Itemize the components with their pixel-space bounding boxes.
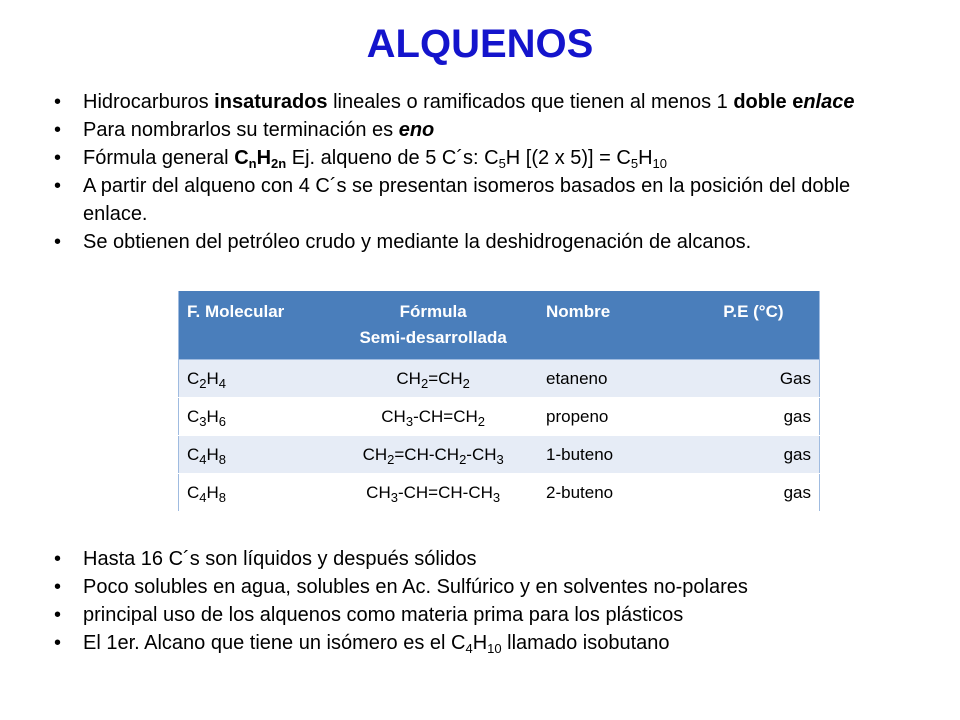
cell-molecular: $C_3H_6$ <box>179 398 329 436</box>
cell-boiling-point: gas <box>688 398 820 436</box>
bullet-item: • principal uso de los alquenos como materia prima para los plásticos <box>54 601 904 629</box>
cell-molecular: $C_4H_8$ <box>179 436 329 474</box>
bullet-item: • Fórmula general $C_nH_{2n}$ Ej. alqueno de 5 C´s: $C_5H$ [(2 x $5)] = C_5H_{10}$ <box>54 144 904 172</box>
table-row <box>179 360 820 398</box>
bullet-marker: • <box>54 548 62 570</box>
bullet-marker: • <box>54 231 62 253</box>
bullet-marker: • <box>54 175 62 197</box>
header-molecular: F. Molecular <box>179 291 329 360</box>
table-row <box>179 474 820 512</box>
cell-boiling-point: Gas <box>688 360 820 398</box>
facts-bullet-list <box>54 545 904 657</box>
header-formula: Fórmula Semi-desarrollada <box>328 291 538 360</box>
slide-title: ALQUENOS <box>366 22 594 66</box>
table-row <box>179 436 820 474</box>
cell-formula: $CH_2=CH_2$ <box>328 360 538 398</box>
bullet-item: • Para nombrarlos su terminación es eno <box>54 116 904 144</box>
bullet-marker: • <box>54 91 62 113</box>
cell-formula: $CH_3-CH=CH_2$ <box>328 398 538 436</box>
bullet-marker: • <box>54 604 62 626</box>
bullet-marker: • <box>54 147 62 169</box>
cell-formula: $CH_2=CH-CH_2-CH_3$ <box>328 436 538 474</box>
bullet-item: • Poco solubles en agua, solubles en Ac. Sulfúrico y en solventes no-polares <box>54 573 904 601</box>
bullet-item: • Se obtienen del petróleo crudo y mediante la deshidrogenación de alcanos. <box>54 228 904 256</box>
header-name: Nombre <box>538 291 688 360</box>
cell-formula: $CH_3-CH=CH-CH_3$ <box>328 474 538 512</box>
bullet-item: • Hidrocarburos insaturados lineales o ramificados que tienen al menos 1 doble enlace <box>54 88 904 116</box>
cell-name: etaneno <box>538 360 688 398</box>
cell-name: propeno <box>538 398 688 436</box>
intro-bullet-list <box>54 88 904 256</box>
table-header-row <box>179 291 820 360</box>
cell-molecular: $C_4H_8$ <box>179 474 329 512</box>
bullet-marker: • <box>54 119 62 141</box>
table-row <box>179 398 820 436</box>
cell-boiling-point: gas <box>688 436 820 474</box>
bullet-item: • A partir del alqueno con 4 C´s se presentan isomeros basados en la posición del doble enlace. <box>54 172 904 228</box>
cell-name: 1-buteno <box>538 436 688 474</box>
bullet-marker: • <box>54 632 62 654</box>
cell-boiling-point: gas <box>688 474 820 512</box>
bullet-marker: • <box>54 576 62 598</box>
cell-molecular: $C_2H_4$ <box>179 360 329 398</box>
header-boiling-point: P.E (°C) <box>688 291 820 360</box>
bullet-item: • Hasta 16 C´s son líquidos y después sólidos <box>54 545 904 573</box>
bullet-item: • El 1er. Alcano que tiene un isómero es el $C_4H_{10}$ llamado isobutano <box>54 629 904 657</box>
cell-name: 2-buteno <box>538 474 688 512</box>
alkenes-table <box>178 291 820 512</box>
